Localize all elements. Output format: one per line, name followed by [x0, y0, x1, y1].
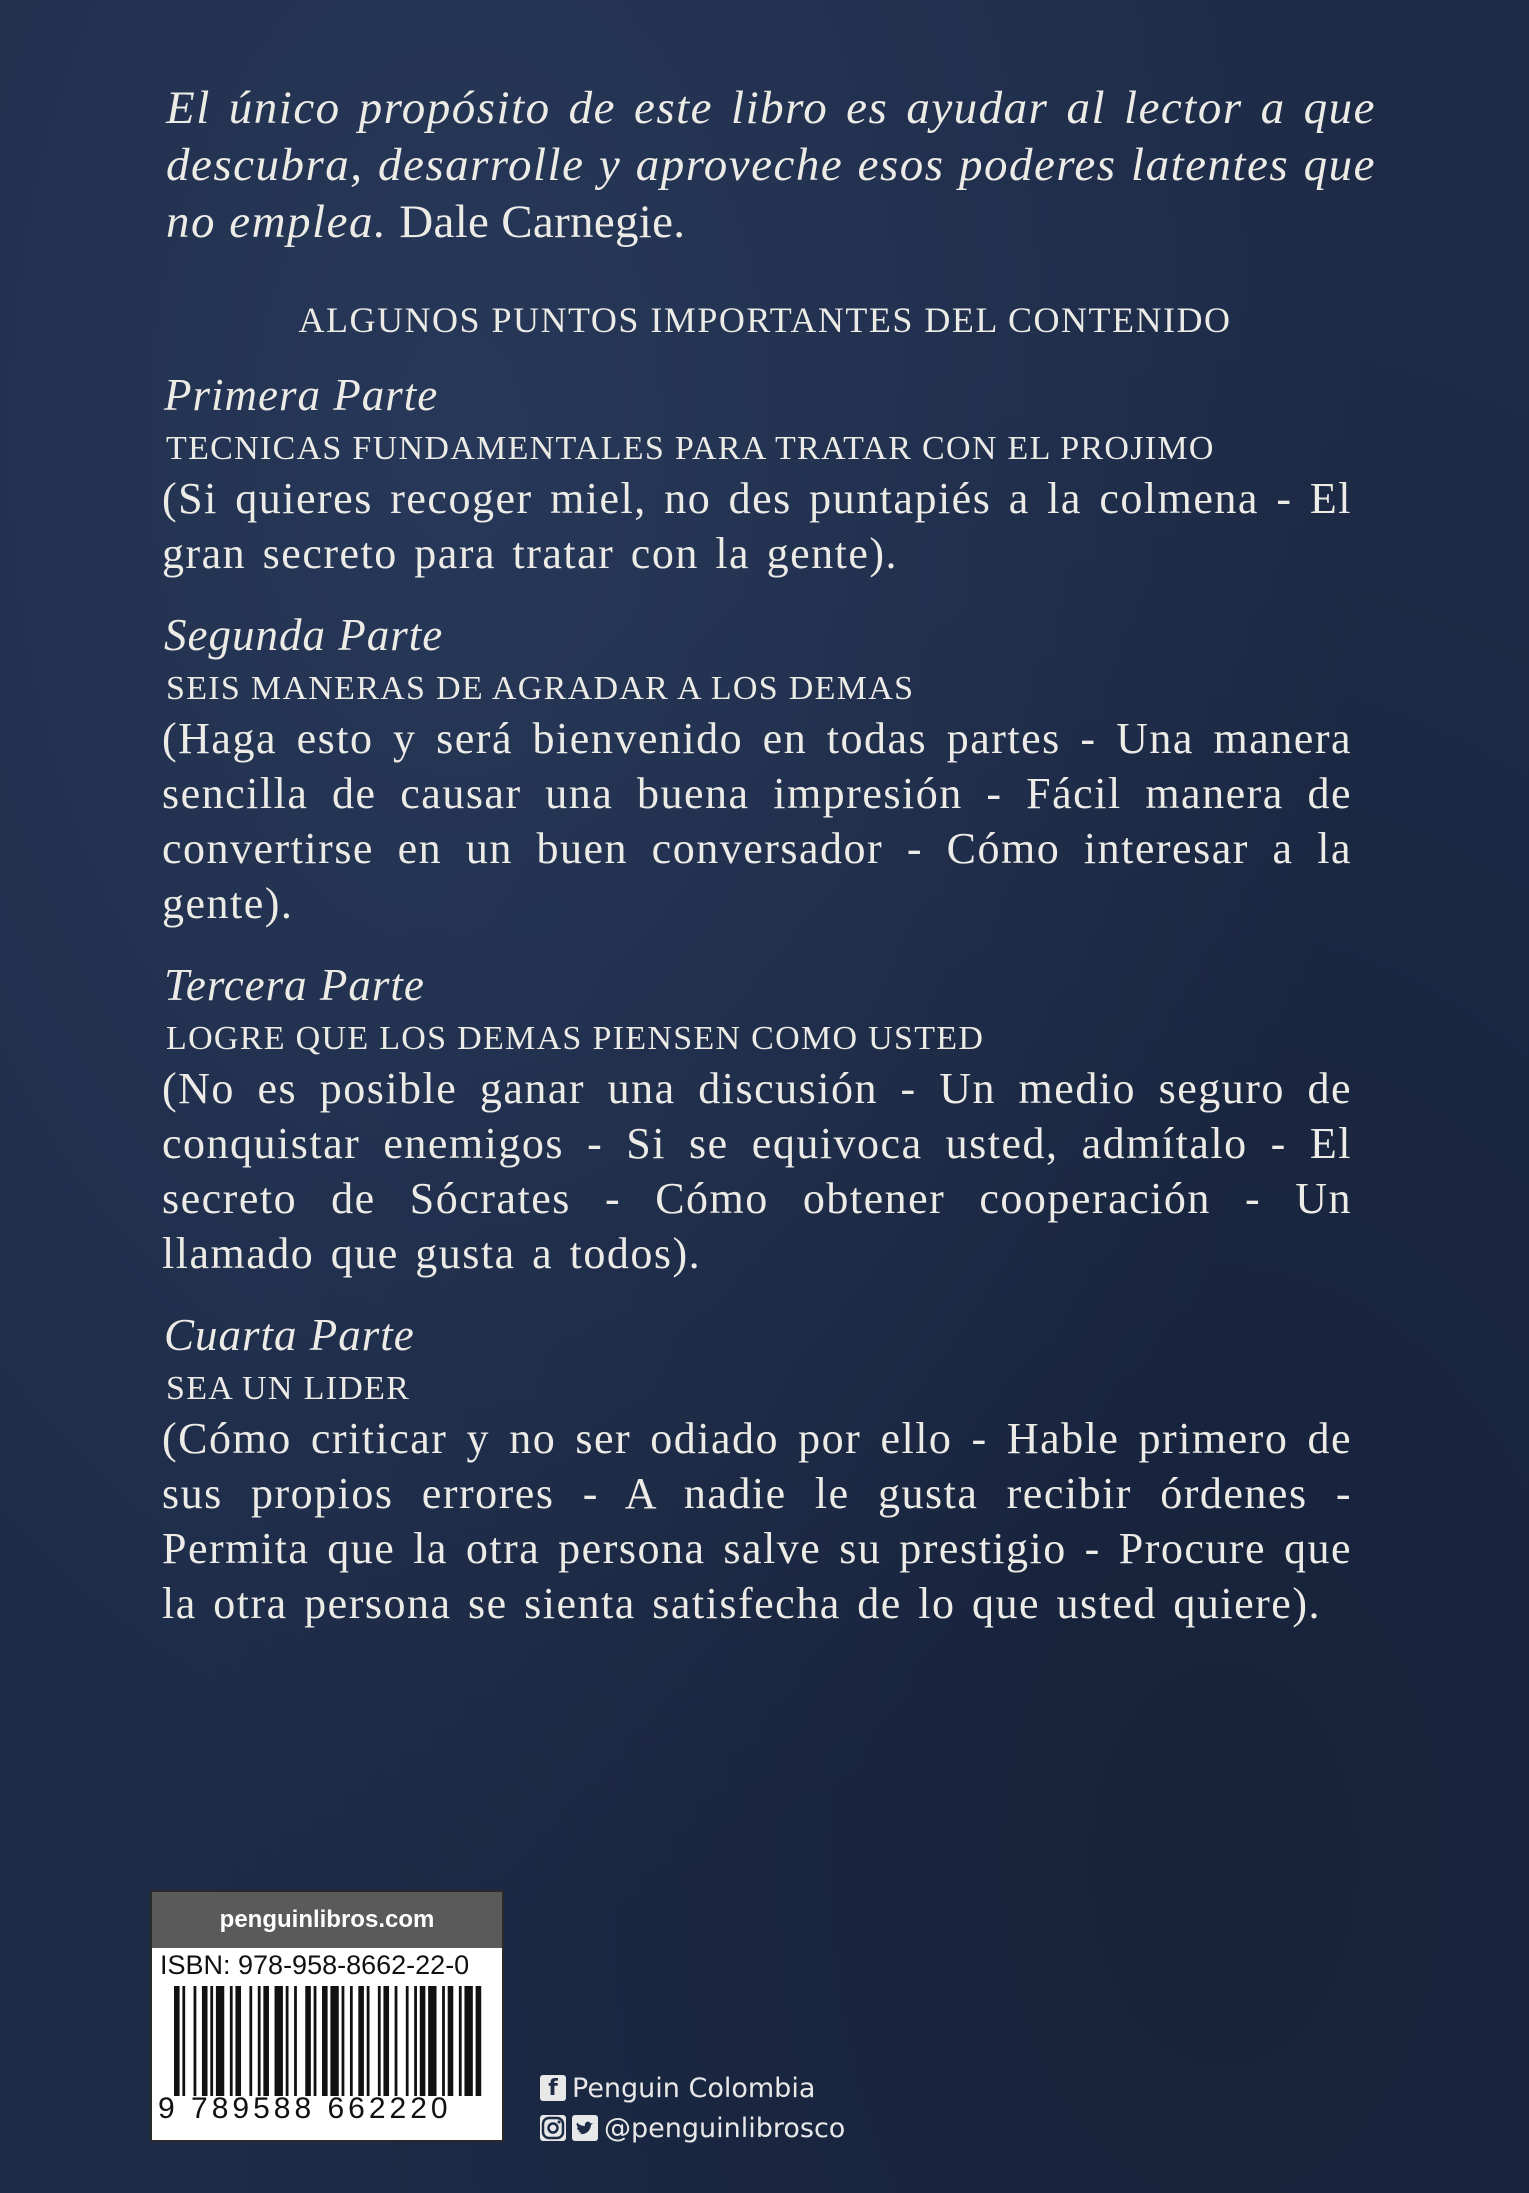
isbn-number: ISBN: 978-958-8662-22-0	[160, 1950, 470, 1980]
part-body: (Haga esto y será bienvenido en todas partes - Una manera sencilla de causar una buena impresión - Fácil manera de convertirse en un buen conversador - Cómo interesar a la gente).	[162, 714, 1352, 928]
twitter-icon	[572, 2115, 598, 2141]
part-body: (Cómo criticar y no ser odiado por ello - Hable primero de sus propios errores - A nadie le gusta recibir órdenes - Permita que la otra persona salve su prestigio - Procure que la otra persona se sienta satisfecha de lo que usted quiere).	[162, 1414, 1352, 1628]
intro-author: Dale Carnegie.	[399, 196, 686, 248]
social-handle: @penguinlibrosco	[604, 2112, 846, 2144]
intro-italic: El único propósito de este libro es ayudar al lector a que descubra, desarrolle y aproveche esos poderes latentes que no emplea.	[166, 82, 1376, 248]
part-title: Cuarta Parte	[164, 1310, 415, 1360]
part-title: Segunda Parte	[164, 610, 444, 660]
facebook-row	[540, 2070, 845, 2106]
part-body: (No es posible ganar una discusión - Un medio seguro de conquistar enemigos - Si se equivoca usted, admítalo - El secreto de Sócrates - Cómo obtener cooperación - Un llamado que gusta a todos).	[162, 1064, 1352, 1278]
part-heading: LOGRE QUE LOS DEMAS PIENSEN COMO USTED	[166, 1020, 985, 1057]
part-heading: SEA UN LIDER	[166, 1370, 411, 1407]
part-2	[150, 609, 1350, 931]
social-links	[540, 2070, 845, 2146]
cover-text	[150, 80, 1376, 1631]
part-1	[150, 369, 1350, 581]
part-4	[150, 1309, 1350, 1631]
publisher-url: penguinlibros.com	[152, 1892, 502, 1948]
instagram-icon	[540, 2115, 566, 2141]
barcode-label	[150, 1890, 504, 2142]
part-title: Tercera Parte	[164, 960, 425, 1010]
part-3	[150, 959, 1350, 1281]
part-heading: TECNICAS FUNDAMENTALES PARA TRATAR CON EL PROJIMO	[166, 430, 1215, 467]
part-body: (Si quieres recoger miel, no des puntapiés a la colmena - El gran secreto para tratar con la gente).	[162, 474, 1352, 578]
facebook-icon: f	[540, 2075, 566, 2101]
barcode-digits: 9 789588 662220	[158, 2092, 452, 2125]
part-heading: SEIS MANERAS DE AGRADAR A LOS DEMAS	[166, 670, 915, 707]
barcode-icon	[174, 1986, 484, 2096]
part-title: Primera Parte	[164, 370, 439, 420]
facebook-name: Penguin Colombia	[572, 2072, 816, 2104]
contents-heading: ALGUNOS PUNTOS IMPORTANTES DEL CONTENIDO	[298, 300, 1232, 340]
intro-quote	[166, 80, 1376, 251]
handle-row	[540, 2110, 845, 2146]
